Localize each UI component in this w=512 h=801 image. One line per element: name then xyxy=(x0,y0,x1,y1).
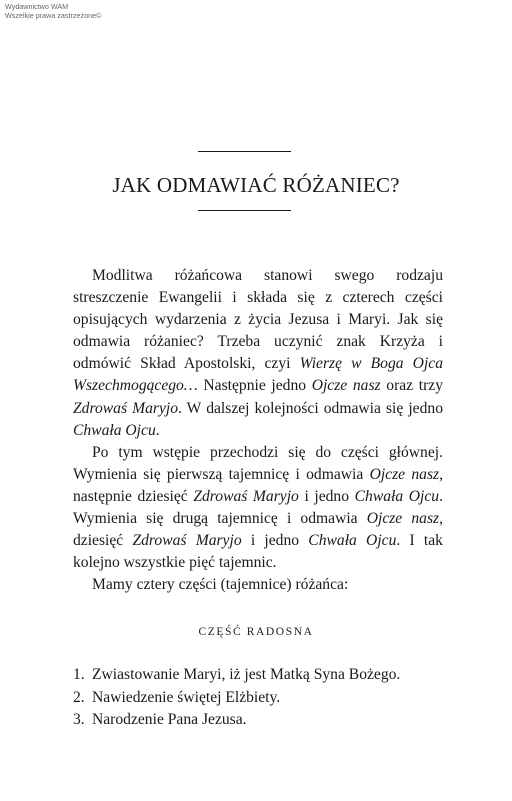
italic-phrase: Zdrowaś Maryjo xyxy=(73,399,178,417)
text-run: , dziesięć xyxy=(73,510,443,550)
text-run: i jedno xyxy=(241,532,309,550)
list-item-text: Narodzenie Pana Jezusa. xyxy=(92,711,247,729)
italic-phrase: Ojcze nasz xyxy=(366,510,440,528)
text-run: oraz trzy xyxy=(380,377,443,395)
list-item-number: 3. xyxy=(73,711,85,729)
italic-phrase: Zdrowaś Maryjo xyxy=(132,532,242,550)
text-run: i jedno xyxy=(298,487,355,505)
italic-phrase: Chwała Ojcu xyxy=(354,487,440,505)
watermark-line-publisher: Wydawnictwo WAM xyxy=(5,2,69,11)
list-item-text: Zwiastowanie Maryi, iż jest Matką Syna Bożego. xyxy=(92,666,401,683)
paragraph xyxy=(73,574,443,596)
list-item xyxy=(73,687,400,710)
text-run: . Wymienia się drugą tajemnicę i odmawia xyxy=(73,487,443,528)
text-run: Mamy cztery części (tajemnice) różańca: xyxy=(92,576,349,594)
section-heading: CZĘŚĆ RADOSNA xyxy=(198,626,314,638)
text-run: . xyxy=(155,421,160,439)
list-item xyxy=(73,709,400,732)
paragraph xyxy=(73,265,443,442)
list-item-text: Nawiedzenie świętej Elżbiety. xyxy=(92,688,281,706)
text-run: Następnie jedno xyxy=(197,377,312,395)
title-rule-bottom xyxy=(198,210,291,211)
italic-phrase: Ojcze nasz xyxy=(369,465,440,483)
text-run: . W dalszej kolejności odmawia się jedno xyxy=(178,399,443,417)
list-item-number: 1. xyxy=(73,666,85,683)
publisher-watermark xyxy=(5,3,101,20)
text-run: Modlitwa różańcowa stanowi swego rodzaju streszczenie Ewangelii i składa się z czterech części opisujących wydarzenia z życia Jezusa i Maryi. Jak się odmawia różaniec? Trzeba uczynić znak Krzyża i odmówić Skład Apostolski, czyi xyxy=(73,267,443,373)
mystery-list xyxy=(73,664,400,732)
list-item xyxy=(73,664,400,687)
text-run: Po tym wstępie przechodzi się do części głównej. Wymienia się pierwszą tajemnicę i odmawia xyxy=(73,443,443,483)
paragraph xyxy=(73,442,443,575)
italic-phrase: Ojcze nasz xyxy=(311,377,381,395)
italic-phrase: Zdrowaś Maryjo xyxy=(193,487,299,505)
title-rule-top xyxy=(198,151,291,152)
chapter-title: JAK ODMAWIAĆ RÓŻANIEC? xyxy=(112,173,400,197)
watermark-line-rights: Wszelkie prawa zastrzeżone© xyxy=(5,10,102,20)
italic-phrase: Chwała Ojcu xyxy=(308,532,397,550)
text-run: , następnie dziesięć xyxy=(73,465,443,505)
italic-phrase: Wierzę w Boga Ojca Wszechmogącego… xyxy=(73,355,443,395)
text-run: . I tak kolejno wszystkie pięć tajemnic. xyxy=(73,532,443,572)
italic-phrase: Chwała Ojcu xyxy=(73,421,156,439)
body-text xyxy=(73,265,443,596)
list-item-number: 2. xyxy=(73,688,85,706)
